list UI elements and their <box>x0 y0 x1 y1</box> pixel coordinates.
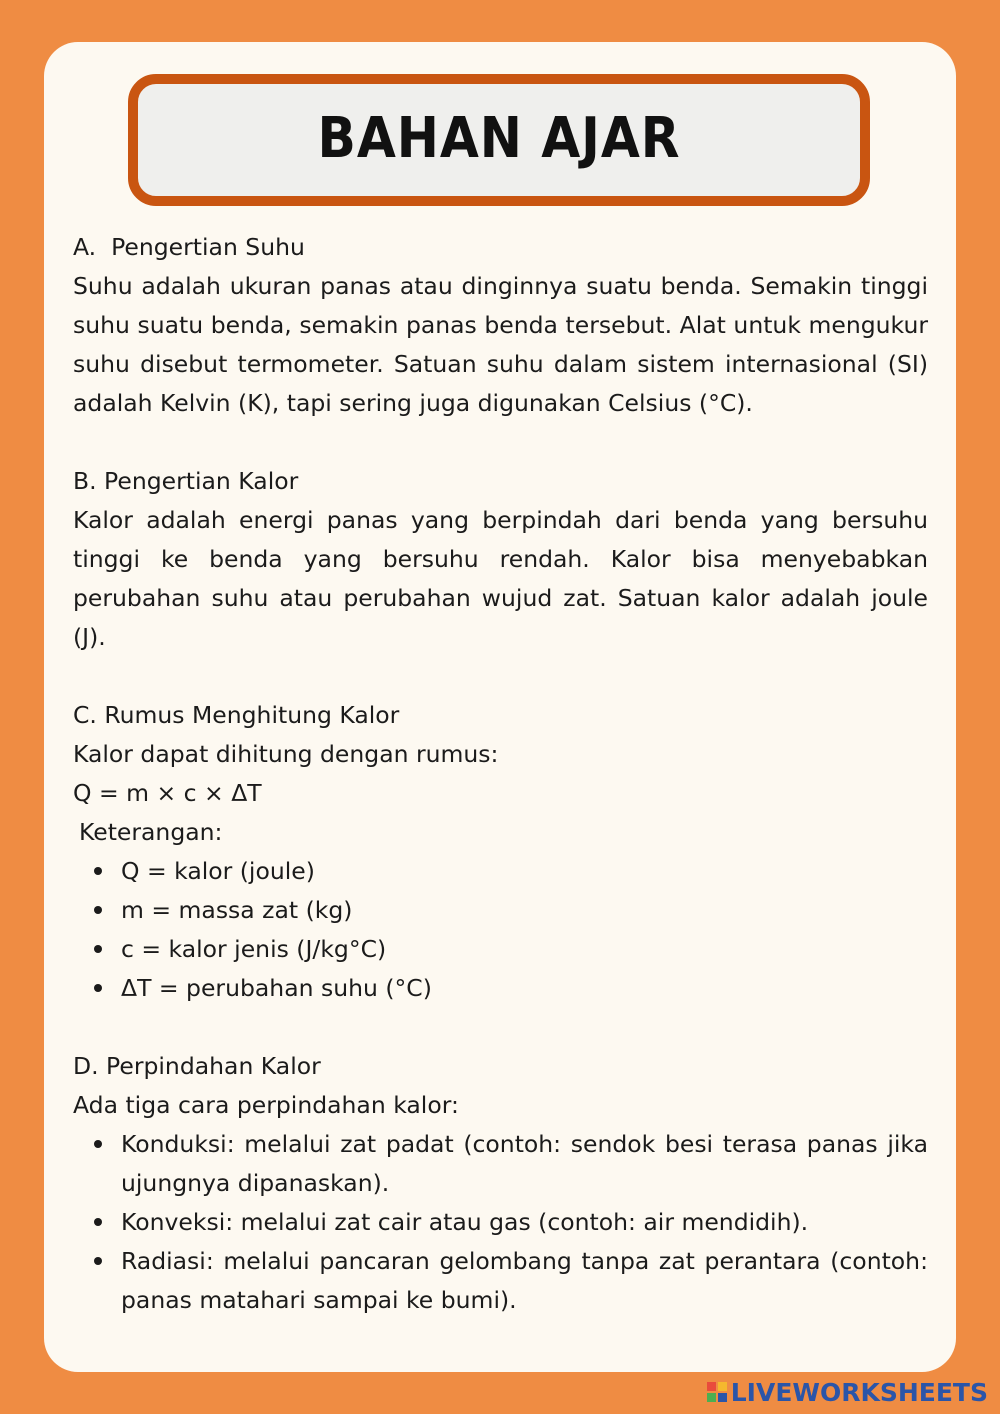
bullet-icon <box>94 867 102 875</box>
logo-icon <box>707 1382 727 1402</box>
content-body <box>73 228 928 1320</box>
bullet-icon <box>94 906 102 914</box>
logo-square <box>718 1382 727 1391</box>
list-item: Radiasi: melalui pancaran gelombang tanpa zat perantara (contoh: panas matahari sampai ke bumi). <box>121 1242 928 1320</box>
bullet-icon <box>94 945 102 953</box>
section-b-heading: B. Pengertian Kalor <box>73 467 299 495</box>
keterangan-label: Keterangan: <box>79 818 223 846</box>
title-banner <box>128 74 870 206</box>
brand-text: LIVEWORKSHEETS <box>730 1377 988 1407</box>
bullet-icon <box>94 1140 102 1148</box>
section-d-intro: Ada tiga cara perpindahan kalor: <box>73 1091 459 1119</box>
section-b-body: Kalor adalah energi panas yang berpindah dari benda yang bersuhu tinggi ke benda yang bersuhu rendah. Kalor bisa menyebabkan perubahan suhu atau perubahan wujud zat. Satuan kalor adalah joule (J). <box>73 506 928 651</box>
section-c-intro: Kalor dapat dihitung dengan rumus: <box>73 740 499 768</box>
list-item: Konduksi: melalui zat padat (contoh: sendok besi terasa panas jika ujungnya dipanaskan). <box>121 1125 928 1203</box>
liveworksheets-logo[interactable] <box>707 1376 988 1408</box>
list-item: m = massa zat (kg) <box>121 891 928 930</box>
formula: Q = m × c × ΔT <box>73 779 262 807</box>
section-d-heading: D. Perpindahan Kalor <box>73 1052 321 1080</box>
section-a-heading: A. Pengertian Suhu <box>73 233 305 261</box>
section-c-heading: C. Rumus Menghitung Kalor <box>73 701 400 729</box>
section-a-body: Suhu adalah ukuran panas atau dinginnya suatu benda. Semakin tinggi suhu suatu benda, semakin panas benda tersebut. Alat untuk mengukur suhu disebut termometer. Satuan suhu dalam sistem internasional (SI) adalah Kelvin (K), tapi sering juga digunakan Celsius (°C). <box>73 272 928 417</box>
page-title: BAHAN AJAR <box>317 106 681 171</box>
list-item: Konveksi: melalui zat cair atau gas (contoh: air mendidih). <box>121 1203 928 1242</box>
list-item: Q = kalor (joule) <box>121 852 928 891</box>
list-item: c = kalor jenis (J/kg°C) <box>121 930 928 969</box>
bullet-icon <box>94 984 102 992</box>
list-item: ΔT = perubahan suhu (°C) <box>121 969 928 1008</box>
logo-square <box>707 1382 716 1391</box>
bullet-icon <box>94 1218 102 1226</box>
logo-square <box>707 1393 716 1402</box>
perpindahan-list <box>73 1125 928 1320</box>
logo-square <box>718 1393 727 1402</box>
keterangan-list <box>73 852 928 1008</box>
bullet-icon <box>94 1257 102 1265</box>
